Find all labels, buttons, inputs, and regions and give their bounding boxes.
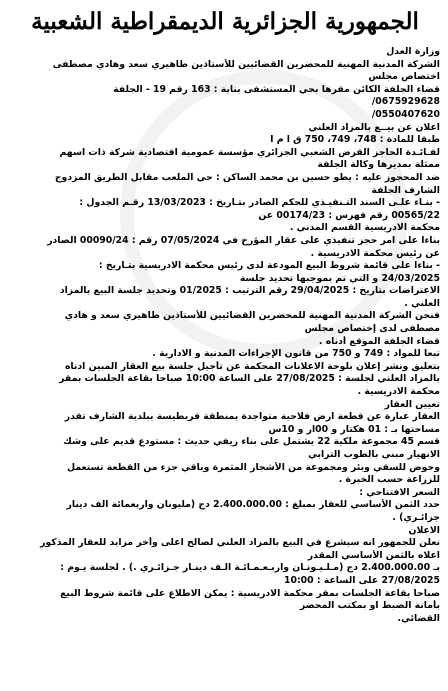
notice-body <box>10 46 440 625</box>
notice-line: نعلن للجمهور انه سيشرع في البيع بالمزاد العلني لصالح اعلى وأخر مزايد للعقار المذكور <box>40 537 440 549</box>
notice-line: ضد المحجوز عليه : يطو حسين بن محمد الساكن : حي الملعب مقابل الطريق المزدوج <box>54 171 440 183</box>
notice-line: قضاء الجلفة الكائن مقرها بحي المستشفى بناية : 163 رقم 19 - الجلفة <box>113 83 440 95</box>
notice-line: السعر الافتتاحي : <box>359 486 440 498</box>
notice-line: محكمة الادريسية . <box>357 386 440 398</box>
notice-line: 24/03/2025 و التي تم بموجبها تحديد جلسة <box>239 272 440 284</box>
notice-line: بتعليق ونشر إعلان بلوحة الاعلانات المحكمة عن تأجيل جلسة بيع العقار المبين ادناه <box>64 360 440 372</box>
notice-line: طبقا للمادة : 748، 749، 750 ق ا م ا <box>270 134 440 146</box>
notice-line: بـ 2.400.000.00 دج (مـلـيـونـان واربـعـمـائـة الـف دينـار جـزائـري .) . لجلسة يـوم : <box>60 562 440 574</box>
notice-line: القضائي. <box>397 612 440 624</box>
notice-line: محكمة الادريسية القسم المدني . <box>289 222 440 234</box>
notice-line: للزراعة حسب الخبرة . <box>338 474 440 486</box>
notice-line: مصطفى لدى إختصاص مجلس <box>304 323 440 335</box>
notice-line: العلني . <box>404 297 440 309</box>
notice-line: 0675929628/ <box>371 96 440 108</box>
notice-line: اعلان عن بيــع بالمزاد العلني <box>308 121 440 133</box>
notice-line: - بناءا على قائمة شروط البيع المودعة لدى رئيس محكمة الادريسية بتـاريخ : <box>98 260 440 272</box>
notice-line: الانهيار مبني بالطوب الترابي <box>308 449 440 460</box>
notice-line: اختصاص مجلس <box>368 71 440 83</box>
notice-line: الشركة المدنية المهنية للمحضرين القضائيين للأستاذين طاهيري سعد وهادي مصطفى <box>52 58 440 70</box>
notice-line: قسم 45 مجموعة ملكية 22 يشتمل على بناء ريفي حديث : مستودع قديم على وشك <box>63 436 440 448</box>
notice-line: جزائـري) . <box>392 511 440 523</box>
notice-line: بناءا على امر حجز تنفيذي على عقار المؤرخ في 07/05/2024 رقم : 00090/24 الصادر <box>47 234 440 246</box>
notice-line: بالمزاد العلني لجلسة : 27/08/2025 على الساعة 10:00 صباحا بقاعة الجلسات بمقر <box>59 373 440 385</box>
notice-line: الشارف الجلفة <box>371 184 440 196</box>
notice-line: تبعا للمواد : 749 و 750 من قانون الإجراءات المدنية و الادارية . <box>152 348 440 360</box>
notice-line: لفـائـدة الحاجز القرض الشعبي الجزائري مؤسسة عمومية اقتصادية شركة ذات اسهم <box>59 146 440 158</box>
notice-line: اعلاه بالثمن الأساسي المقدر <box>307 549 440 561</box>
notice-line: الاعلان <box>408 524 440 536</box>
notice-line: حدد الثمن الأساسي للعقار بمبلغ : 2.400.000.00 دج (مليونان واربعمائة الف دينار <box>66 499 440 511</box>
notice-line: العقار عبارة عن قطعة ارض فلاحية متواجدة بمنطقة فريطيسة ببلدية الشارف تقدر <box>64 411 440 423</box>
notice-line: ممثلة بمديرها وكالة الجلفة <box>317 159 440 171</box>
notice-line: وزارة العدل <box>386 46 440 57</box>
page-title: الجمهورية الجزائرية الديمقراطية الشعبية <box>31 8 419 35</box>
notice-line: الاعتراضات بتاريخ : 29/04/2025 رقم الترتيب : 01/2025 وتحديد جلسة البيع بالمزاد <box>59 285 440 297</box>
notice-line: صباحا بقاعة الجلسات بمقر محكمة الادريسية : يمكن الاطلاع على قائمة شروط البيع <box>60 587 440 599</box>
notice-line: - بنـاء علـى السند التـنفيـذي للحكم الصادر بتـاريخ : 13/03/2023 رقـم الجدول : <box>79 197 440 209</box>
notice-line: 27/08/2025 على الساعة : 10:00 <box>284 574 440 586</box>
notice-line: بأمانة الضبط او بمكتب المحضر <box>299 600 440 612</box>
notice-line: 0550407620/ <box>371 108 440 120</box>
notice-line: وحوض للسقي وبئر ومجموعة من الأشجار المثمرة وباقي جزء من القطعة تستعمل <box>67 461 440 473</box>
notice-line: مساحتها بـ : 01 هكتار و 00ار و 10س <box>268 423 440 435</box>
notice-line: عن رئيس محكمة الادريسية . <box>310 247 440 259</box>
notice-line: فنحن الشركة المدنية المهنية للمحضرين القضائيين للأستاذين طاهيري سعد و هادي <box>64 310 440 322</box>
notice-line: قضاء الجلفة الموقع أدناه . <box>318 335 440 347</box>
notice-line: تعيين العقار <box>384 398 440 410</box>
notice-line: 00565/22 رقم فهرس : 00174/23 عن <box>258 209 440 221</box>
